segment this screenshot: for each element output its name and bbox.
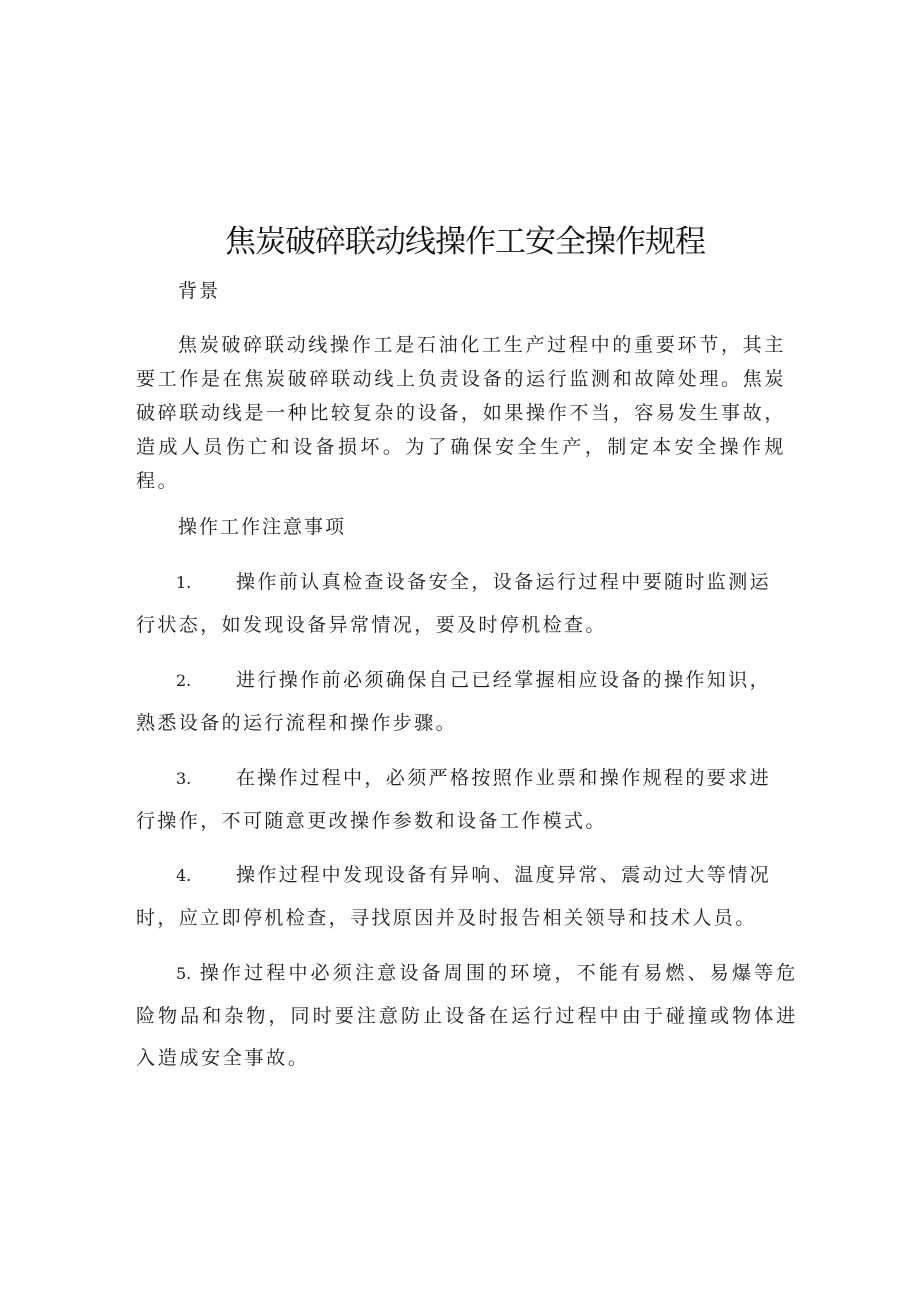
item-number: 2.: [176, 671, 192, 690]
item-number: 3.: [176, 769, 192, 788]
precautions-heading: 操作工作注意事项: [178, 516, 347, 538]
background-heading: 背景: [178, 280, 221, 302]
background-paragraph: 焦炭破碎联动线操作工是石油化工生产过程中的重要环节，其主要工作是在焦炭破碎联动线上负责设备的运行监测和故障处理。焦炭破碎联动线是一种比较复杂的设备，如果操作不当，容易发生事故，造成人员伤亡和设备损坏。为了确保安全生产，制定本安全操作规程。: [136, 334, 786, 492]
item-text-line1: 操作前认真检查设备安全，设备运行过程中要随时监测运: [236, 571, 772, 593]
precaution-item-4: [136, 854, 796, 939]
item-text: 操作过程中必须注意设备周围的环境，不能有易燃、易爆等危险物品和杂物，同时要注意防止设备在运行过程中由于碰撞或物体进入造成安全事故。: [136, 962, 798, 1069]
item-text-line1: 进行操作前必须确保自己已经掌握相应设备的操作知识，: [236, 669, 772, 691]
precaution-item-2: [136, 659, 796, 744]
document-title: 焦炭破碎联动线操作工安全操作规程: [225, 224, 705, 260]
precaution-item-1: [136, 561, 796, 646]
item-number: 4.: [176, 866, 192, 885]
item-text-line2: 行操作，不可随意更改操作参数和设备工作模式。: [136, 810, 607, 832]
precaution-item-5: [136, 952, 798, 1079]
precaution-item-3: [136, 757, 796, 842]
item-text-line1: 在操作过程中，必须严格按照作业票和操作规程的要求进: [236, 767, 772, 789]
item-number: 5.: [176, 964, 192, 983]
item-text-line2: 熟悉设备的运行流程和操作步骤。: [136, 712, 458, 734]
item-text-line2: 行状态，如发现设备异常情况，要及时停机检查。: [136, 614, 607, 636]
item-number: 1.: [176, 573, 192, 592]
item-text-line1: 操作过程中发现设备有异响、温度异常、震动过大等情况: [236, 864, 772, 886]
item-text-line2: 时，应立即停机检查，寻找原因并及时报告相关领导和技术人员。: [136, 907, 757, 929]
